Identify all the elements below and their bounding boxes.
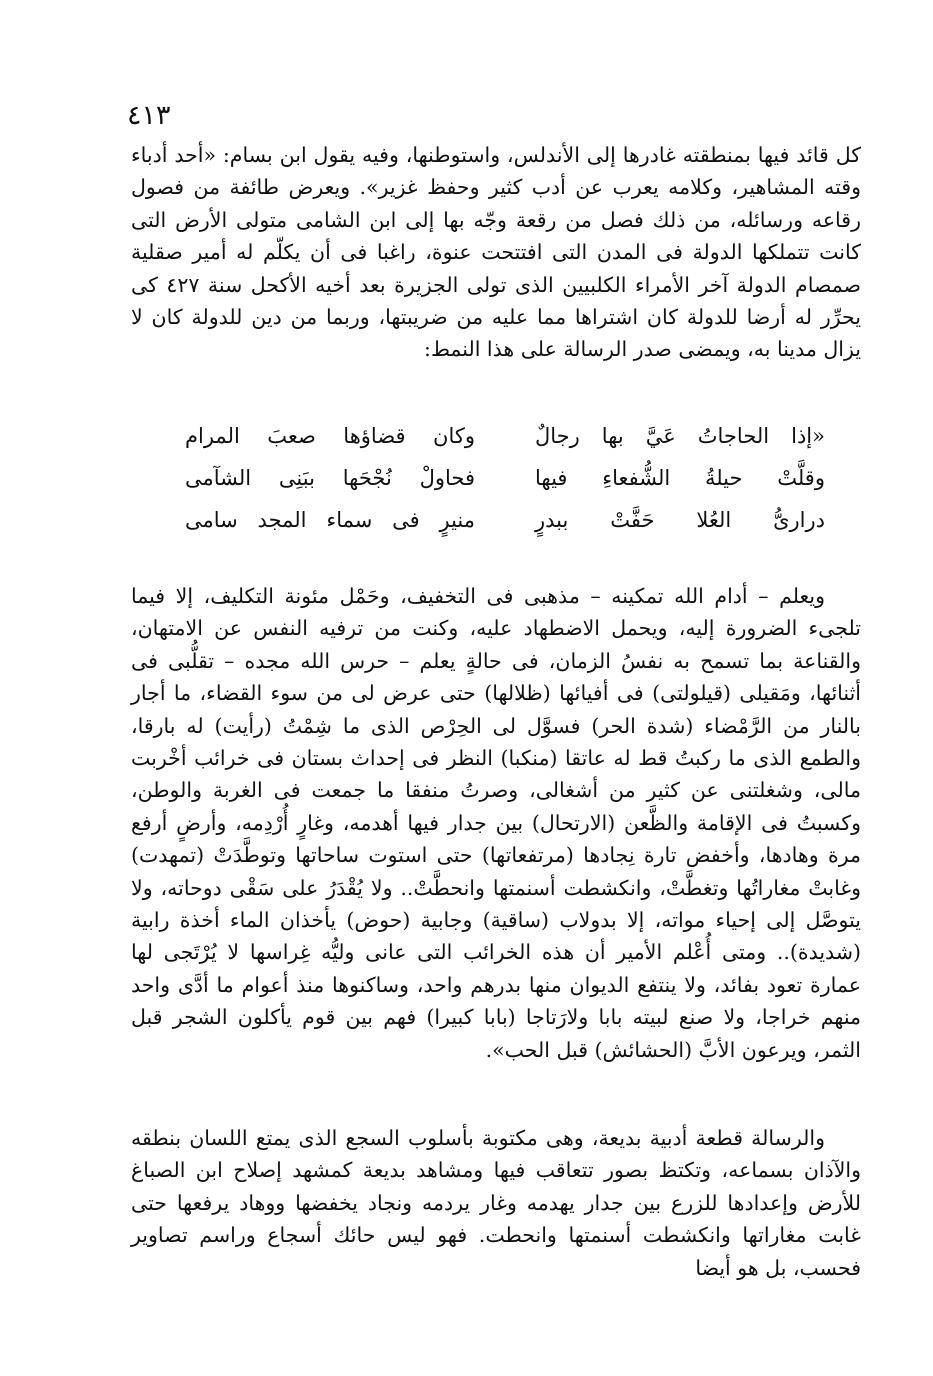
poem [185, 415, 825, 541]
verse-hemistich-second: منيرٍ فى سماء المجد سامى [185, 508, 475, 532]
page-number: ٤١٣ [127, 100, 171, 131]
verse-hemistich-first: وقلَّتْ حيلةُ الشُّفعاءِ فيها [535, 466, 825, 490]
verse-hemistich-second: فحاولْ نُجْحَها ببَنِى الشآمى [185, 466, 475, 490]
paragraph-2-text: ويعلم – أدام الله تمكينه – مذهبى فى التخفيف، وحَمْل مئونة التكليف، إلا فيما تلجىء الضرورة إليه، ويحمل الاضطهاد عليه، وكنت من ترفيه النفس عن الامتهان، والقناعة بما تسمح به نفسُ الزمان، فى حالةٍ يعلم – حرس الله مجده – تقلُّبى فى أثنائها، ومَقيلى (قيلولتى) فى أفيائها (ظلالها) حتى عرض لى من سوء القضاء، ما أجار بالنار من الرَّمْضاء (شدة الحر) فسوَّل لى الحِرْص الذى ما شِمْتُ (رأيت) له بارقا، والطمع الذى ما ركبتُ قط له عاتقا (منكبا) النظر فى إحداث بستان فى خرائب أخْربت مالى، وشغلتنى عن كثير من أشغالى، وصرتُ منفقا ما جمعت فى الغربة والوطن، وكسبتُ فى الإقامة والظَّعن (الارتحال) بين جدار فيها أهدمه، وغارٍ أُرْدِمه، وأرضٍ أرفع مرة وهادها، وأخفض تارة نِجادها (مرتفعاتها) حتى استوت ساحاتها وتوطَّدَتْ (تمهدت) وغابتْ مغاراتُها وتغطَّتْ، وانكشطت أسنمتها وانحطَّتْ.. ولا يُقْدَرُ على سَقْى دوحاته، ولا يتوصَّل إلى إحياء مواته، إلا بدولاب (ساقية) وجابية (حوض) يأخذان الماء أخذة رابية (شديدة).. ومتى أُعْلم الأمير أن هذه الخرائب التى عانى وليُّه غِراسها لا يُرْتَجى لها عمارة تعود بفائد، ولا ينتفع الديوان منها بدرهم واحد، وساكنوها منذ أعوام ما أدَّى واحد منهم خراجا، ولا صنع لبيته بابا ولارَتاجا (بابا كبيرا) فهم بين قوم يأكلون الشجر قبل الثمر، ويرعون الأبَّ (الحشائش) قبل الحب». [131, 584, 861, 1062]
paragraph-3-text: والرسالة قطعة أدبية بديعة، وهى مكتوبة بأسلوب السجع الذى يمتع اللسان بنطقه والآذان بسماعه، وتكتظ بصور تتعاقب فيها ومشاهد بديعة كمشهد إصلاح ابن الصباغ للأرض وإعدادها للزرع بين جدار يهدمه وغار يردمه ونجاد يخفضها ووهاد يرفعها حتى غابت مغاراتها وانكشطت أسنمتها وانحطت. فهو ليس حائك أسجاع وراسم تصاوير فحسب، بل هو أيضا [131, 1126, 861, 1280]
paragraph-1 [131, 139, 861, 366]
paragraph-2 [131, 580, 861, 1066]
paragraph-3 [131, 1122, 861, 1284]
verse-hemistich-first: «إذا الحاجاتُ عَيَّ بها رجالٌ [535, 424, 825, 448]
poem-verse [185, 499, 825, 541]
verse-hemistich-first: درارىُّ العُلا حَفَّتْ ببدرٍ [535, 508, 825, 532]
paragraph-1-text: كل قائد فيها بمنطقته غادرها إلى الأندلس، واستوطنها، وفيه يقول ابن بسام: «أحد أدباء وقته المشاهير، وكلامه يعرب عن أدب كثير وحفظ غزير». ويعرض طائفة من فصول رقاعه ورسائله، من ذلك فصل من رقعة وجّه بها إلى ابن الشامى متولى الأرض التى كانت تتملكها الدولة فى المدن التى افتتحت عنوة، راغبا فى أن يكلّم له أمير صقلية صمصام الدولة آخر الأمراء الكلبيين الذى تولى الجزيرة بعد أخيه الأكحل سنة ٤٢٧ كى يحرِّر له أرضا للدولة كان اشتراها مما عليه من ضريبتها، وربما من دين للدولة كان لا يزال مدينا به، ويمضى صدر الرسالة على هذا النمط: [131, 143, 862, 362]
verse-hemistich-second: وكان قضاؤها صعبَ المرام [185, 424, 475, 448]
poem-verse [185, 457, 825, 499]
poem-verse [185, 415, 825, 457]
